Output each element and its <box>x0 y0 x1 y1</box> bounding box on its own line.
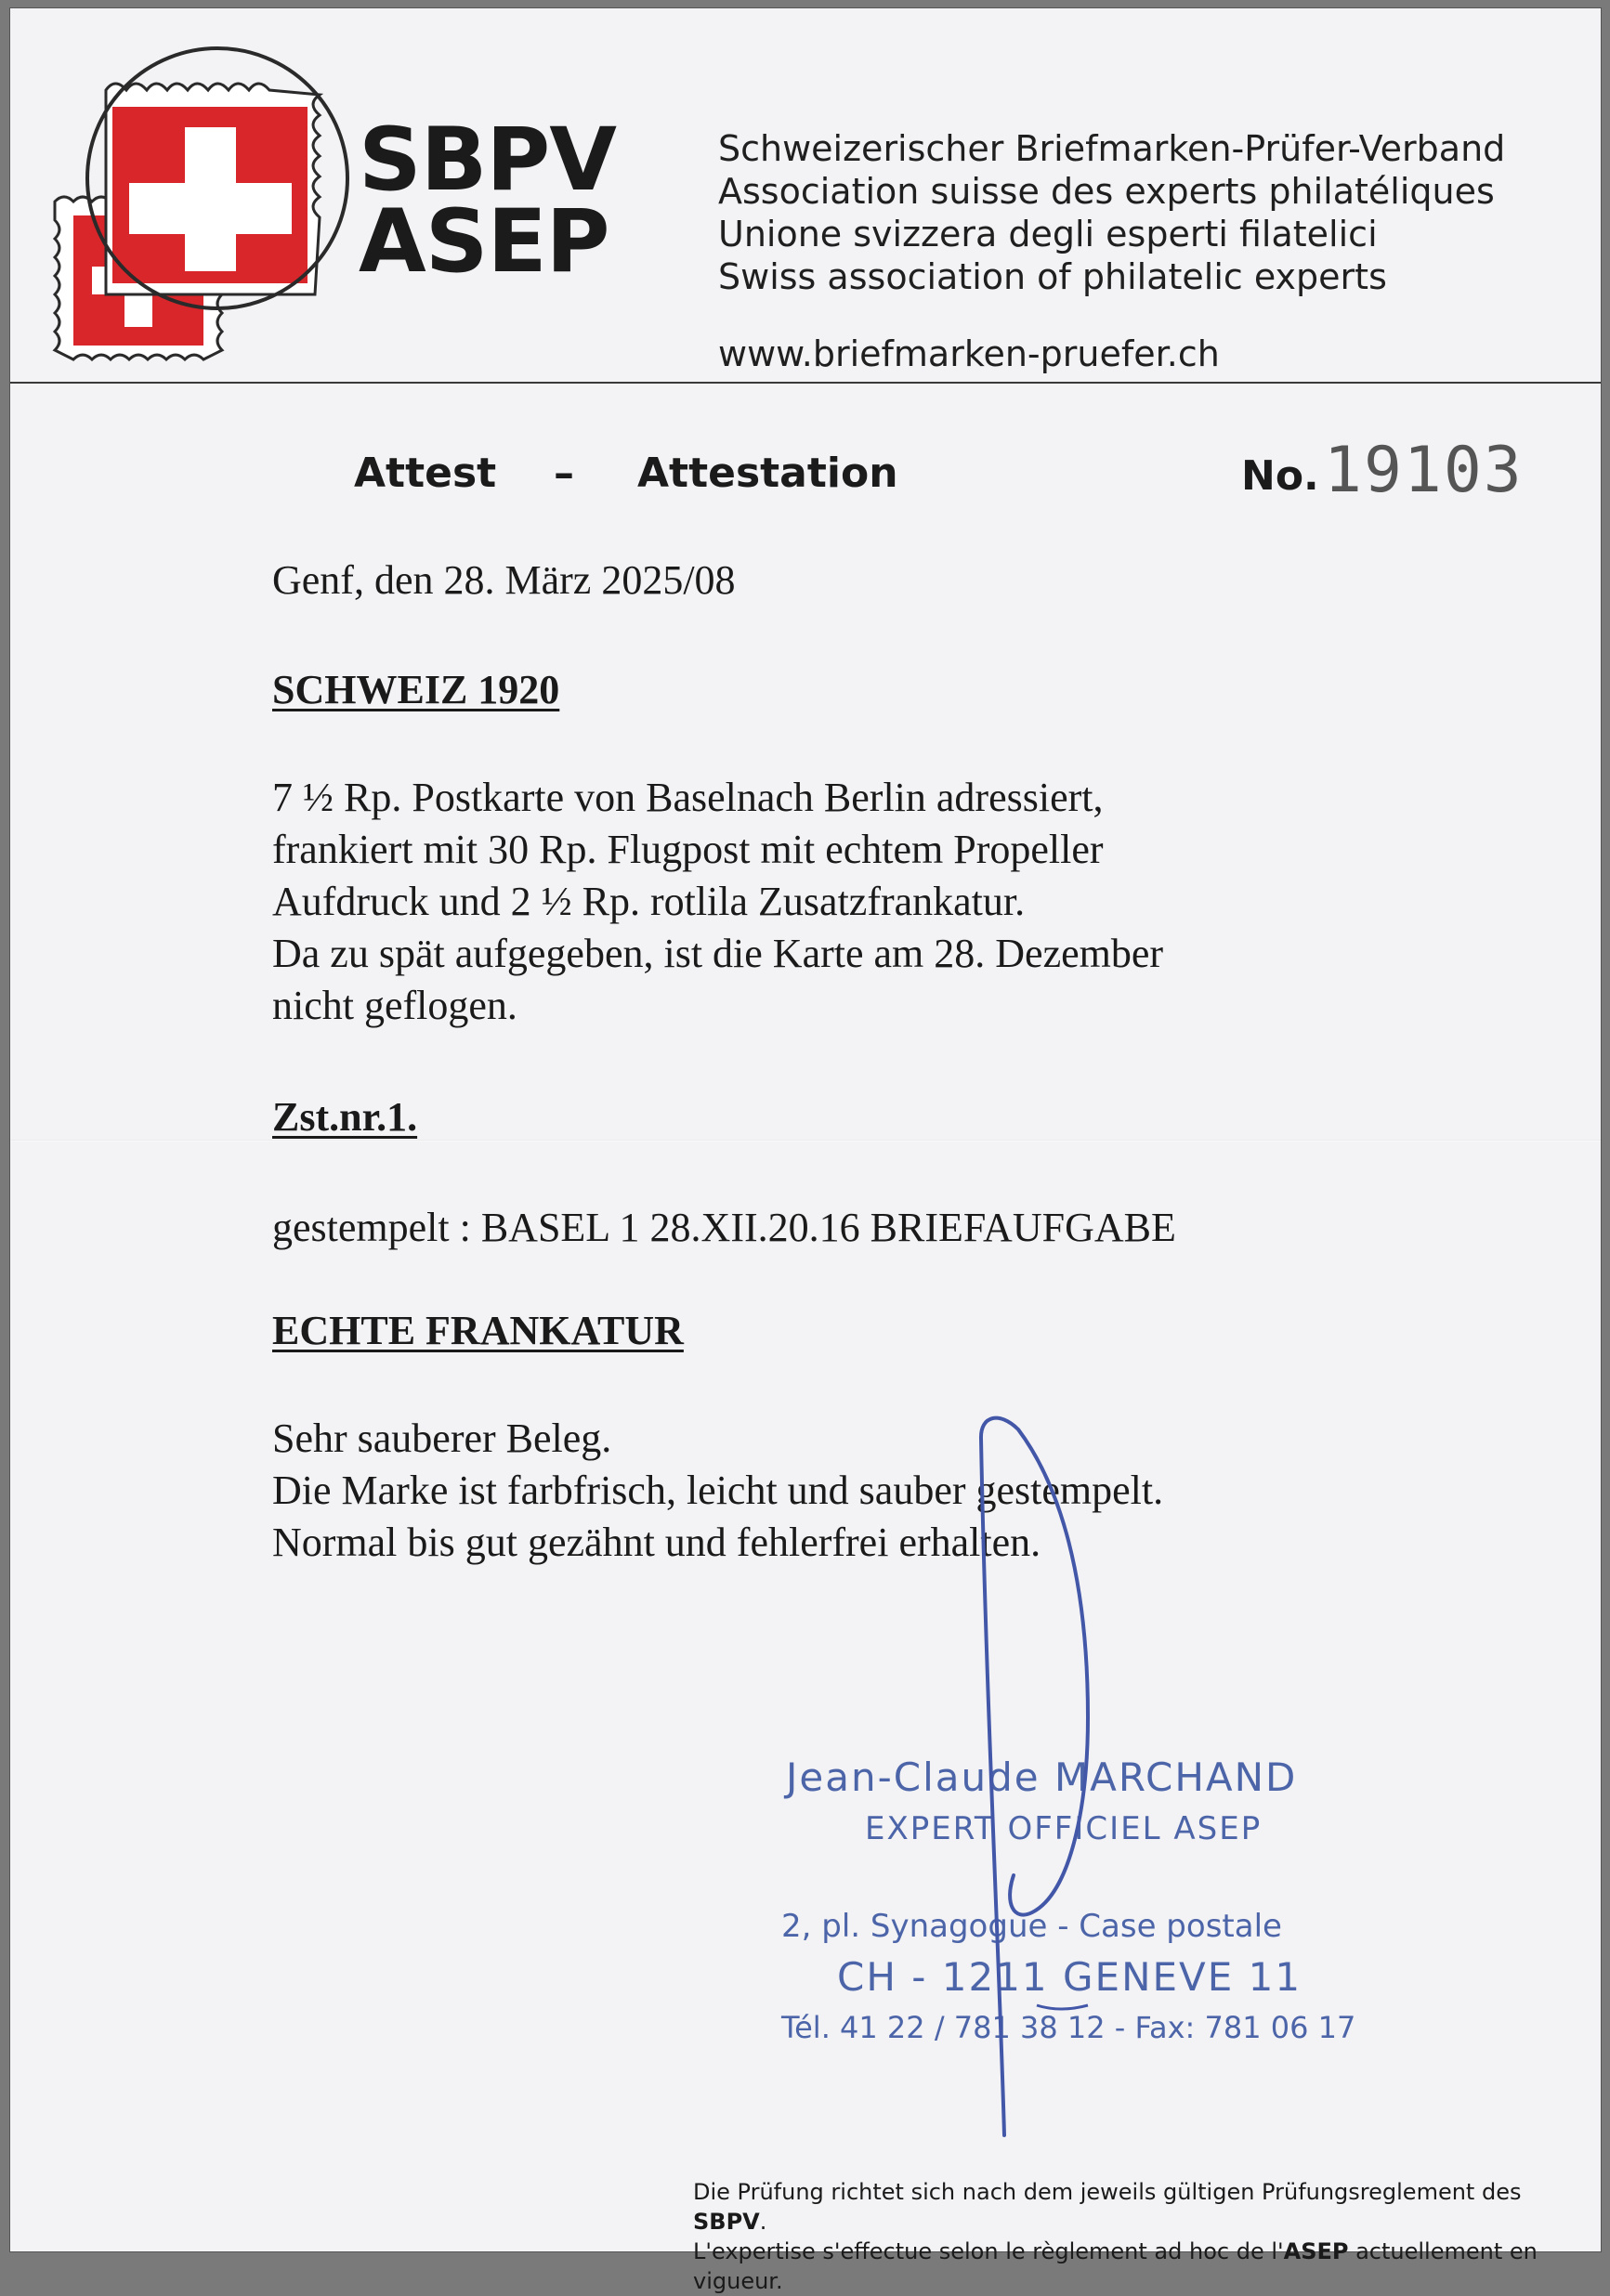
paper-fold-line <box>10 1140 1601 1141</box>
expert-title: EXPERT OFFICIEL ASEP <box>865 1810 1263 1847</box>
expert-name: Jean-Claude MARCHAND <box>786 1755 1298 1800</box>
brand-sbpv: SBPV <box>359 110 616 211</box>
expert-phone: Tél. 41 22 / 781 38 12 - Fax: 781 06 17 <box>781 2010 1356 2045</box>
brand-wordmark <box>359 110 616 293</box>
certificate-number-label: No. <box>1241 452 1319 500</box>
association-names <box>718 127 1505 298</box>
cancel-line: gestempelt : BASEL 1 28.XII.20.16 BRIEFAUFGABE <box>272 1205 1176 1250</box>
association-name-it: Unione svizzera degli esperti filatelici <box>718 214 1378 254</box>
date-line: Genf, den 28. März 2025/08 <box>272 557 736 603</box>
heading-verdict: ECHTE FRANKATUR <box>272 1308 684 1353</box>
footer-line-fr <box>693 2237 1601 2296</box>
description-line: frankiert mit 30 Rp. Flugpost mit echtem Propeller <box>272 827 1104 872</box>
website-url: www.briefmarken-pruefer.ch <box>718 333 1220 374</box>
brand-asep: ASEP <box>359 191 609 293</box>
certificate-sheet <box>9 7 1602 2294</box>
footer-text: Die Prüfung richtet sich nach dem jeweils gültigen Prüfungsreglement des <box>693 2179 1522 2205</box>
association-name-de: Schweizerischer Briefmarken-Prüfer-Verband <box>718 128 1506 169</box>
footer-text: actuellement en vigueur. <box>693 2238 1538 2294</box>
swiss-cross-stamp-icon <box>36 25 371 378</box>
description-line: Aufdruck und 2 ½ Rp. rotlila Zusatzfrankatur. <box>272 879 1026 924</box>
expert-signature <box>949 1411 1144 2154</box>
description-line: 7 ½ Rp. Postkarte von Baselnach Berlin adressiert, <box>272 775 1104 820</box>
expert-address: 2, pl. Synagogue - Case postale <box>781 1908 1282 1945</box>
association-name-fr: Association suisse des experts philatéliques <box>718 171 1495 212</box>
expert-city: CH - 1211 GENEVE 11 <box>837 1954 1302 2000</box>
footer-line-de <box>693 2177 1601 2237</box>
footer-notice <box>693 2177 1601 2296</box>
condition-line: Sehr sauberer Beleg. <box>272 1415 612 1461</box>
title-attestation: Attestation <box>637 450 898 497</box>
footer-bold-asep: ASEP <box>1283 2238 1349 2264</box>
footer-text: L'expertise s'effectue selon le règlement ad hoc de l' <box>693 2238 1284 2264</box>
description-line: nicht geflogen. <box>272 983 517 1028</box>
certificate-number: 19103 <box>1320 434 1527 507</box>
condition-line: Normal bis gut gezähnt und fehlerfrei erhalten. <box>272 1520 1041 1565</box>
description-block <box>272 772 1163 1032</box>
heading-schweiz: SCHWEIZ 1920 <box>272 667 560 712</box>
heading-catalogue-number: Zst.nr.1. <box>272 1094 418 1140</box>
association-name-en: Swiss association of philatelic experts <box>718 256 1387 297</box>
description-line: Da zu spät aufgegeben, ist die Karte am 28. Dezember <box>272 931 1164 976</box>
footer-bold-sbpv: SBPV <box>693 2209 760 2235</box>
title-dash: – <box>554 450 574 497</box>
header-divider <box>10 382 1601 384</box>
footer-text: . <box>759 2209 767 2235</box>
title-attest: Attest <box>354 450 497 497</box>
condition-line: Die Marke ist farbfrisch, leicht und sauber gestempelt. <box>272 1468 1164 1513</box>
